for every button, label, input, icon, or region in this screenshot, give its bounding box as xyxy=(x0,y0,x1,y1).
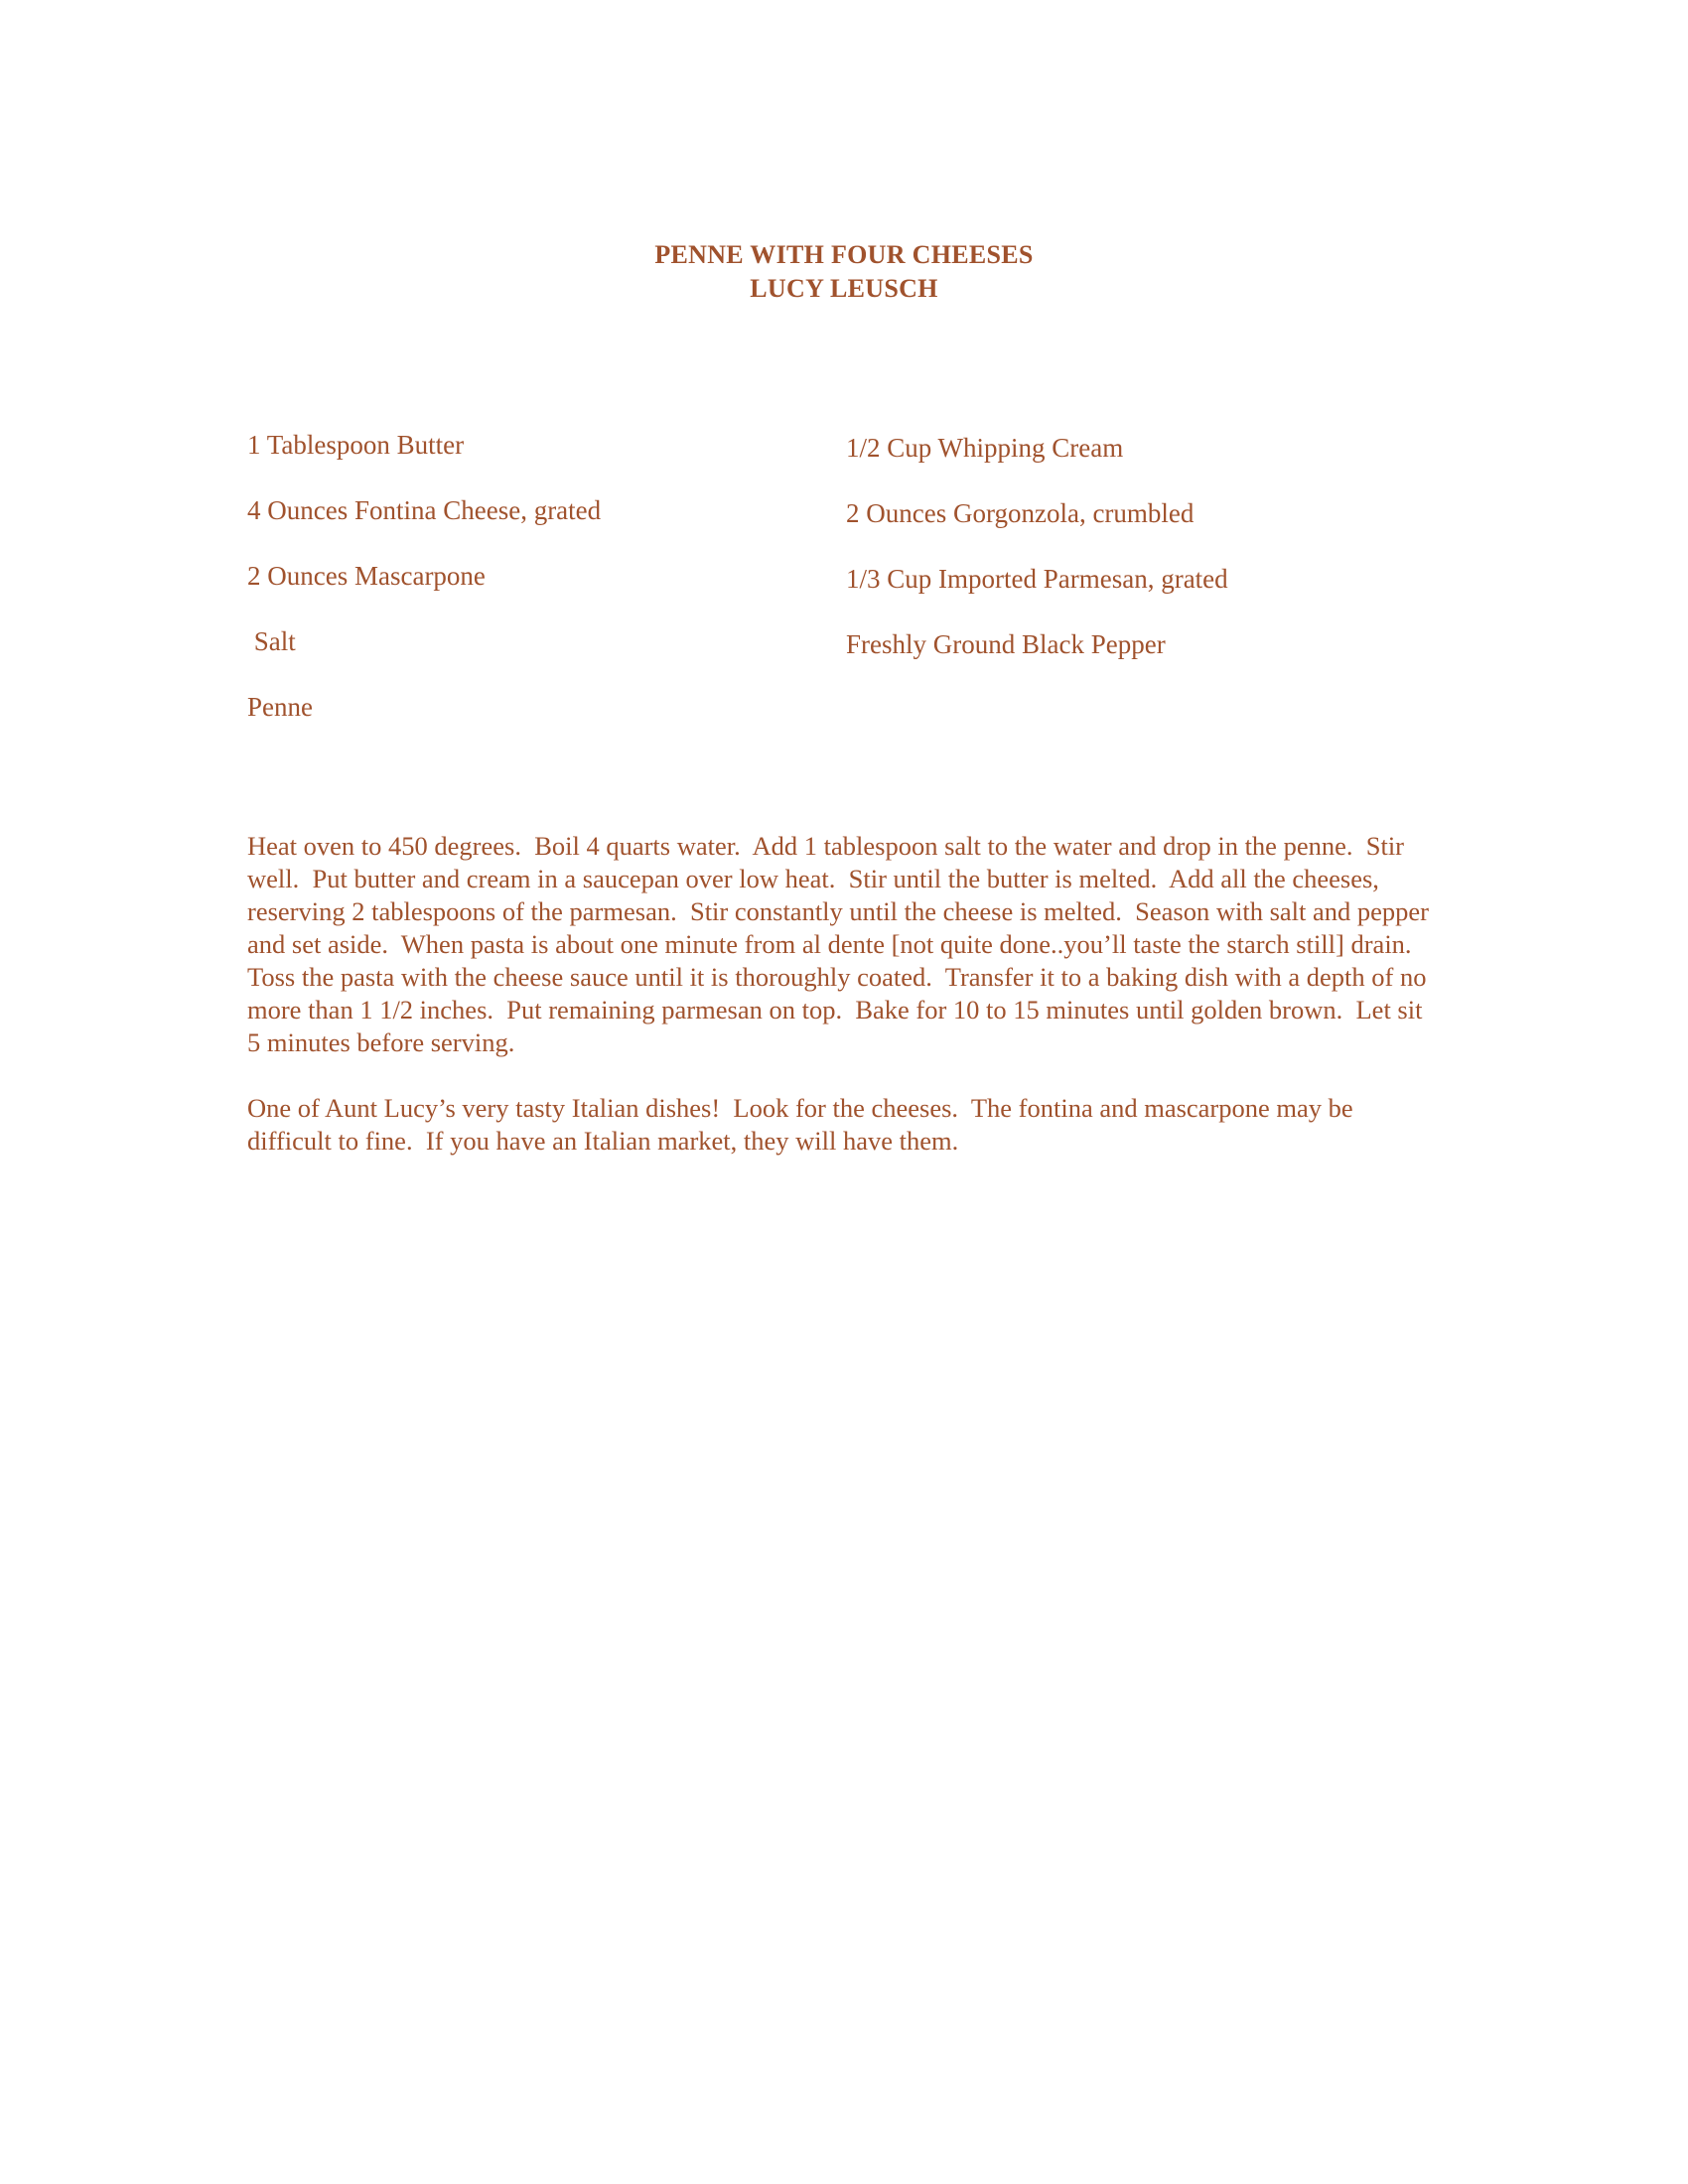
recipe-header xyxy=(0,238,1688,306)
recipe-author: LUCY LEUSCH xyxy=(750,274,938,303)
ingredient-right-3: 1/3 Cup Imported Parmesan, grated xyxy=(846,564,1228,594)
instructions-paragraph: Heat oven to 450 degrees. Boil 4 quarts water. Add 1 tablespoon salt to the water and drop in the penne. Stir well. Put butter and cream in a saucepan over low heat. Stir until the butter is melted. Add all the cheeses, reserving 2 tablespoons of the parmesan. Stir constantly until the cheese is melted. Season with salt and pepper and set aside. When pasta is about one minute from al dente [not quite done..you’ll taste the starch still] drain. Toss the pasta with the cheese sauce until it is thoroughly coated. Transfer it to a baking dish with a depth of no more than 1 1/2 inches. Put remaining parmesan on top. Bake for 10 to 15 minutes until golden brown. Let sit 5 minutes before serving. xyxy=(247,831,1436,1057)
ingredient-left-2: 4 Ounces Fontina Cheese, grated xyxy=(247,495,602,525)
recipe-note: One of Aunt Lucy’s very tasty Italian dishes! Look for the cheeses. The fontina and mascarpone may be difficult to fine. If you have an Italian market, they will have them. xyxy=(247,1093,1360,1156)
ingredient-left-3: 2 Ounces Mascarpone xyxy=(247,561,486,591)
ingredient-right-4: Freshly Ground Black Pepper xyxy=(846,629,1166,659)
recipe-title: PENNE WITH FOUR CHEESES xyxy=(654,240,1034,269)
ingredient-right-2: 2 Ounces Gorgonzola, crumbled xyxy=(846,498,1195,528)
ingredient-left-4: Salt xyxy=(247,626,296,656)
ingredient-right-1: 1/2 Cup Whipping Cream xyxy=(846,433,1124,463)
ingredient-left-1: 1 Tablespoon Butter xyxy=(247,430,465,460)
ingredient-left-5: Penne xyxy=(247,692,313,722)
